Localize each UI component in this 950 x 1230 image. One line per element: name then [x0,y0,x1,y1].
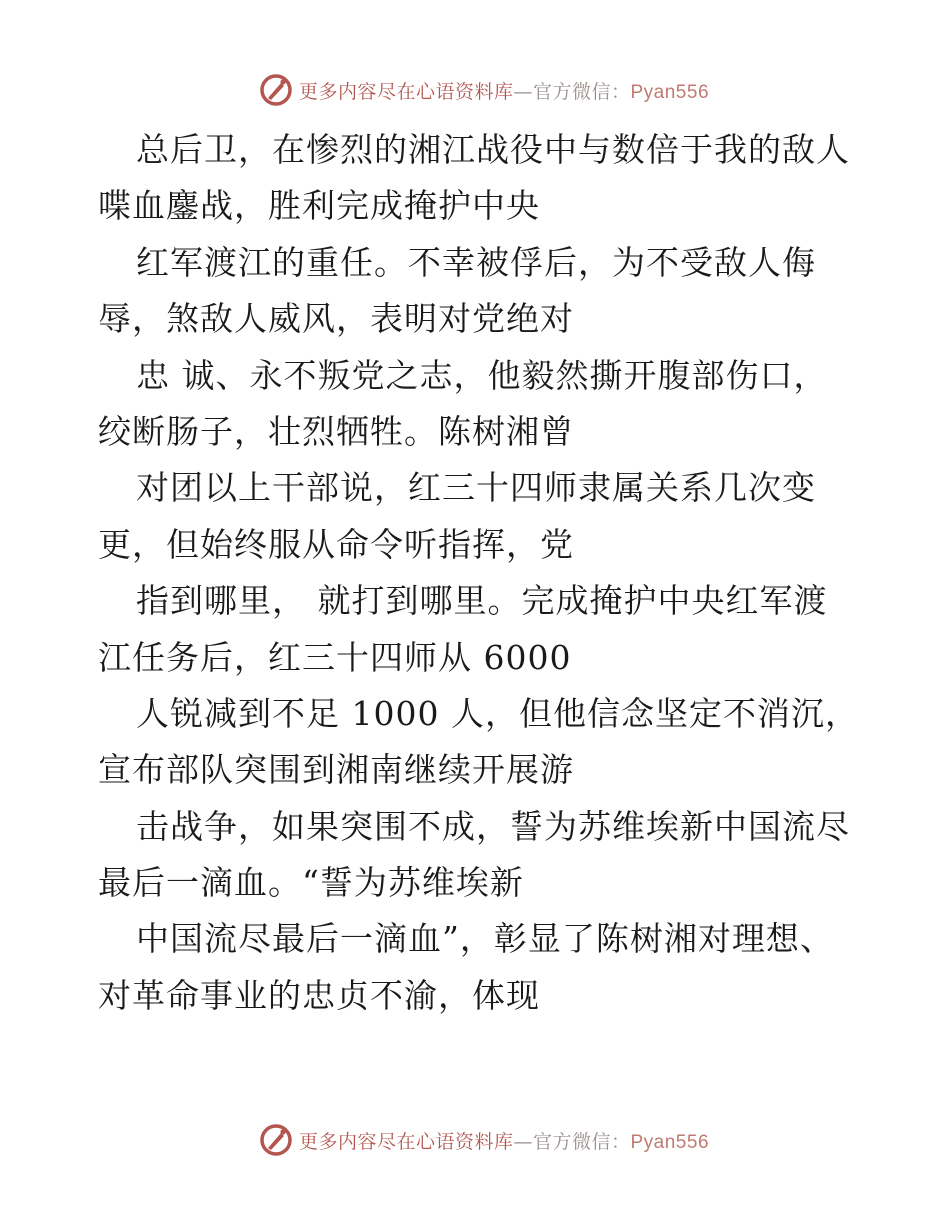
document-body [98,122,898,1024]
text-line: 江任务后，红三十四师从 6000 [98,637,572,677]
footer-brand: 更多内容尽在心语资料库 [298,1130,514,1153]
header-watermark [0,70,950,110]
header-watermark-text [299,77,709,104]
text-line: 指到哪里， 就打到哪里。完成掩护中央红军渡 [136,581,828,621]
text-line: 总后卫，在惨烈的湘江战役中与数倍于我的敌人 [136,130,850,169]
text-line: 宣布部队突围到湘南继续开展游 [98,750,574,790]
pen-circle-logo-icon [259,1123,293,1157]
text-line: 对团以上干部说，红三十四师隶属关系几次变 [136,468,816,508]
text-line: 人锐减到不足 1000 人，但他信念坚定不消沉， [136,693,859,733]
text-line: 对革命事业的忠贞不渝，体现 [98,975,540,1015]
text-line: 更，但始终服从命令听指挥，党 [98,524,574,564]
text-line: 绞断肠子，壮烈牺牲。陈树湘曾 [98,411,574,451]
footer-wechat-id: Pyan556 [630,1131,710,1153]
header-wechat-id: Pyan556 [630,81,710,103]
footer-watermark-inner [259,1123,709,1157]
footer-watermark-text [299,1127,709,1154]
text-line: 喋血鏖战，胜利完成掩护中央 [98,186,540,226]
footer-wechat-label: 官方微信： [532,1130,631,1153]
text-line: 红军渡江的重任。不幸被俘后，为不受敌人侮 [136,242,816,282]
text-line: 忠 诚、永不叛党之志，他毅然撕开腹部伤口， [136,355,828,395]
header-watermark-inner [259,73,709,107]
header-separator: — [513,80,533,103]
header-brand: 更多内容尽在心语资料库 [298,80,514,103]
text-line: 辱，煞敌人威风，表明对党绝对 [98,299,574,339]
footer-separator: — [513,1130,533,1153]
text-line: 最后一滴血。“誓为苏维埃新 [98,863,524,903]
text-line: 击战争，如果突围不成，誓为苏维埃新中国流尽 [136,806,850,846]
pen-circle-logo-icon [259,73,293,107]
text-line: 中国流尽最后一滴血”，彰显了陈树湘对理想、 [136,919,834,959]
footer-watermark [0,1120,950,1160]
header-wechat-label: 官方微信： [532,80,631,103]
